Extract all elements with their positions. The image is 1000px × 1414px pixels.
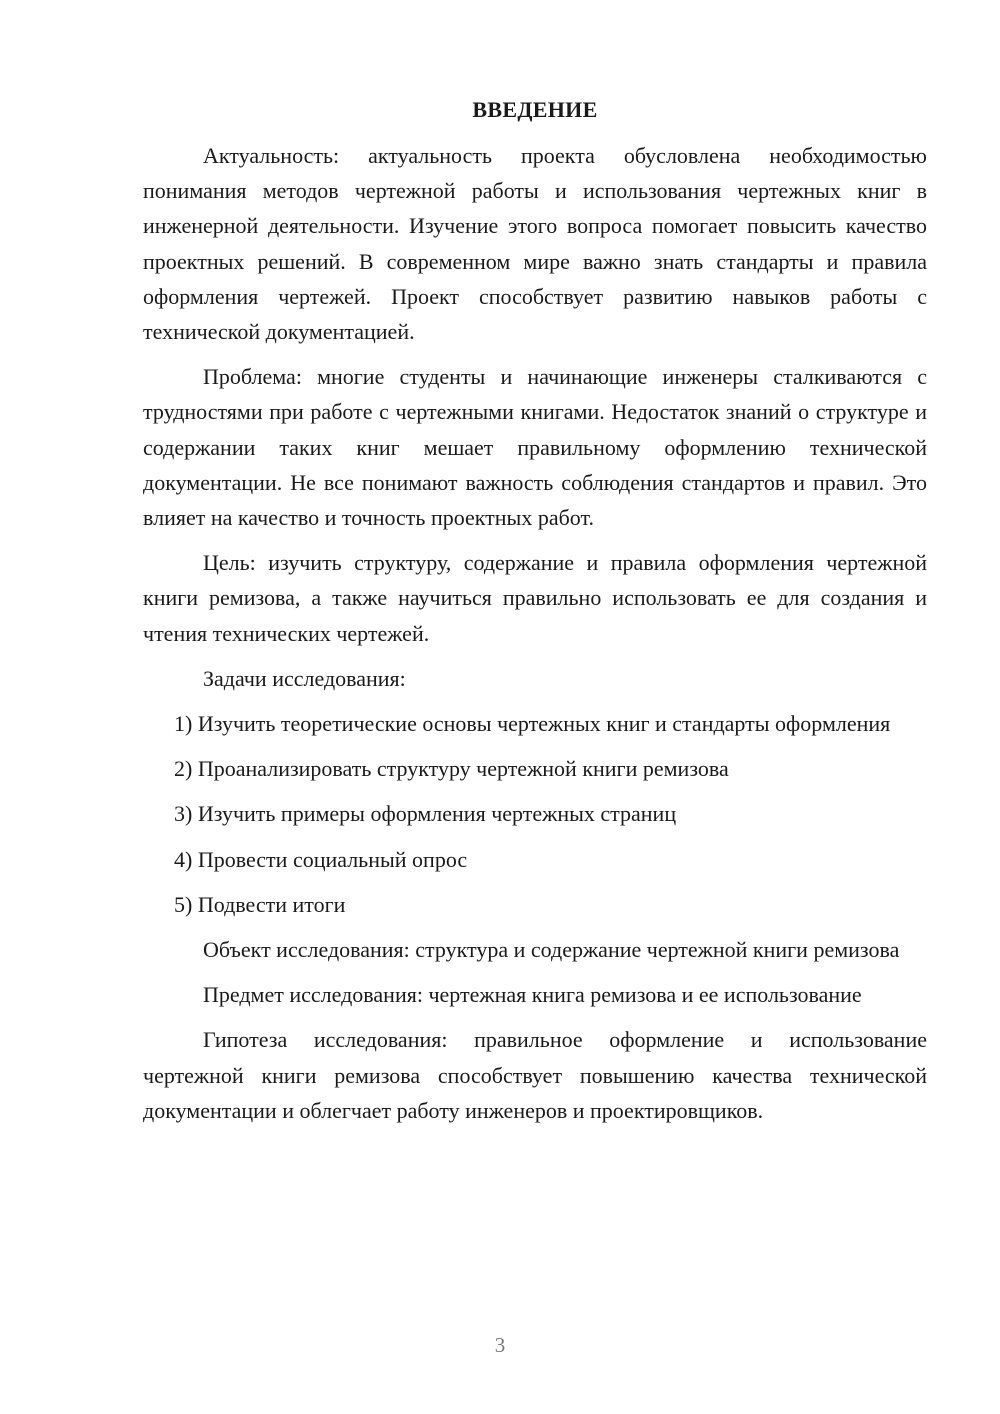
subject-paragraph: Предмет исследования: чертежная книга ремизова и ее использование xyxy=(203,982,862,1008)
task-item-1: 1) Изучить теоретические основы чертежных книг и стандарты оформления xyxy=(174,711,891,737)
hypothesis-paragraph: Гипотеза исследования: правильное оформление и использование чертежной книги ремизова способствует повышению качества технической документации и облегчает работу инженеров и проектировщиков. xyxy=(143,1027,927,1123)
section-title: ВВЕДЕНИЕ xyxy=(472,97,598,122)
task-item-2: 2) Проанализировать структуру чертежной книги ремизова xyxy=(174,756,729,782)
task-item-4: 4) Провести социальный опрос xyxy=(174,846,468,872)
task-item-5: 5) Подвести итоги xyxy=(174,891,346,917)
tasks-list xyxy=(143,706,927,922)
object-paragraph: Объект исследования: структура и содержание чертежной книги ремизова xyxy=(203,937,900,963)
goal-paragraph: Цель: изучить структуру, содержание и правила оформления чертежной книги ремизова, а также научиться правильно использовать ее для создания и чтения технических чертежей. xyxy=(143,550,927,646)
task-item-3: 3) Изучить примеры оформления чертежных страниц xyxy=(174,801,677,827)
page-number: 3 xyxy=(494,1333,506,1357)
tasks-heading: Задачи исследования: xyxy=(203,665,406,691)
relevance-paragraph: Актуальность: актуальность проекта обусловлена необходимостью понимания методов чертежной работы и использования чертежных книг в инженерной деятельности. Изучение этого вопроса помогает повысить качество проектных решений. В современном мире важно знать стандарты и правила оформления чертежей. Проект способствует развитию навыков работы с технической документацией. xyxy=(143,143,927,345)
problem-paragraph: Проблема: многие студенты и начинающие инженеры сталкиваются с трудностями при работе с чертежными книгами. Недостаток знаний о структуре и содержании таких книг мешает правильному оформлению технической документации. Не все понимают важность соблюдения стандартов и правил. Это влияет на качество и точность проектных работ. xyxy=(143,364,927,531)
